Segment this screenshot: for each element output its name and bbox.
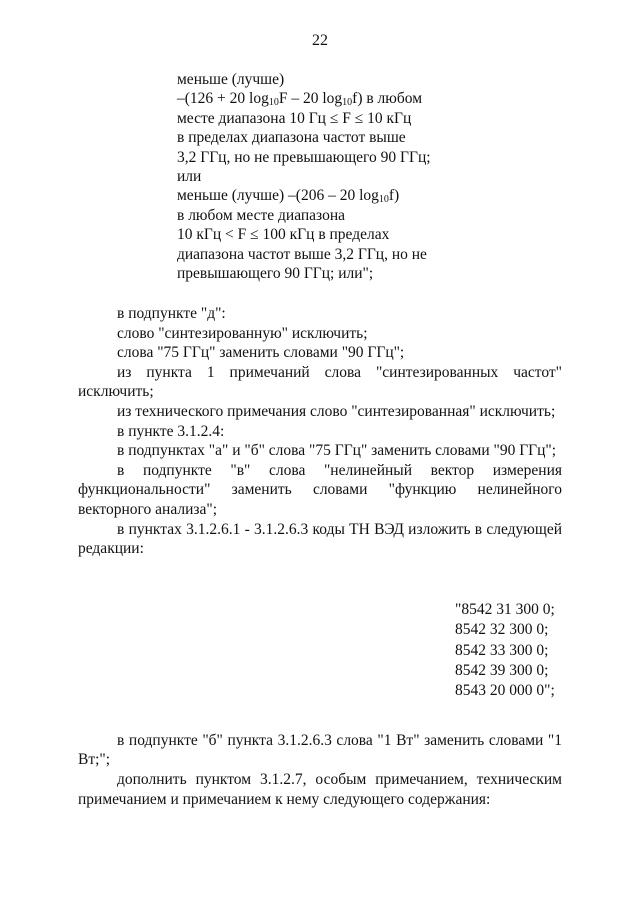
paragraph: из пункта 1 примечаний слова "синтезированных частот" исключить; [78,363,562,401]
paragraph: слово "синтезированную" исключить; [117,324,368,342]
paragraph: в подпунктах "а" и "б" слова "75 ГГц" заменить словами "90 ГГц"; [117,442,557,460]
quote-line: диапазона частот выше 3,2 ГГц, но не [177,245,427,263]
paragraph: в подпункте "б" пункта 3.1.2.6.3 слова "1 Вт" заменить словами "1 Вт;"; [78,731,562,769]
quoted-amendment-text [177,70,477,283]
quote-line: или [177,168,202,186]
quote-line: 3,2 ГГц, но не превышающего 90 ГГц; [177,148,431,166]
paragraph: из технического примечания слово "синтезированная" исключить; [117,402,556,420]
paragraph: в пунктах 3.1.2.6.1 - 3.1.2.6.3 коды ТН ВЭД изложить в следующей редакции: [78,520,562,558]
tn-ved-code-list [455,600,562,702]
quote-line: превышающего 90 ГГц; или"; [177,265,374,283]
document-body [78,304,562,809]
quote-line: –(126 + 20 $\log_{10}F - 20$ $\log_{10}f$) в любом [177,90,423,109]
quote-line: в пределах диапазона частот выше [177,129,406,147]
quote-line: меньше (лучше) [177,71,285,88]
quote-line: месте диапазона 10 Гц ≤ F ≤ 10 кГц [177,109,412,127]
paragraph: в подпункте "в" слова "нелинейный вектор измерения функциональности" заменить словами "функцию нелинейного векторного анализа"; [78,461,562,518]
paragraph: дополнить пунктом 3.1.2.7, особым примечанием, техническим примечанием и примечанием к нему следующего содержания: [78,770,562,808]
tn-ved-code: "8542 31 300 0; [455,600,555,618]
quote-line: 10 кГц < F ≤ 100 кГц в пределах [177,226,390,244]
tn-ved-code: 8542 39 300 0; [455,661,549,679]
page-number: 22 [312,32,328,49]
tn-ved-code: 8543 20 000 0"; [455,682,555,700]
paragraph: в подпункте "д": [117,305,226,322]
tn-ved-code: 8542 33 300 0; [455,641,549,659]
paragraph: слова "75 ГГц" заменить словами "90 ГГц"; [117,344,405,362]
tn-ved-code: 8542 32 300 0; [455,621,549,639]
quote-line: меньше (лучше) –(206 – 20 $\log_{10}f$) [177,187,400,206]
quote-line: в любом месте диапазона [177,206,346,224]
paragraph: в пункте 3.1.2.4: [117,422,225,440]
